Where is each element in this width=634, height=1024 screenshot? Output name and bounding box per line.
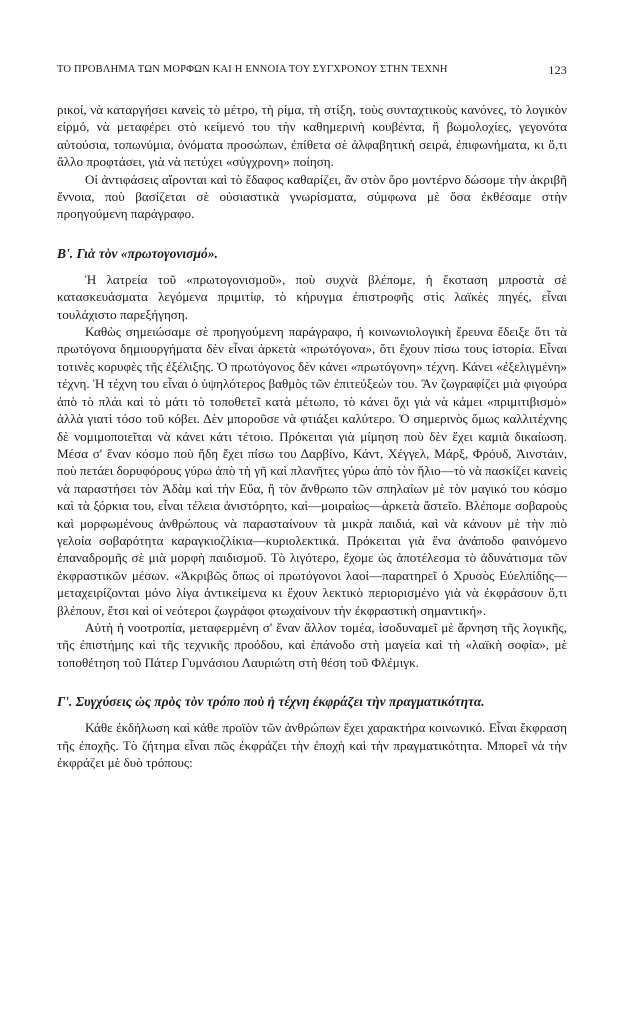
paragraph: Ἡ λατρεία τοῦ «πρωτογονισμοῦ», ποὺ συχνὰ βλέπομε, ἡ ἔκσταση μπροστὰ σὲ κατασκευάσματα λεγόμενα πριμιτίφ, τὸ κήρυγμα ἐπιστροφῆς στὶς λαϊκὲς πηγές, εἶναι τουλάχιστο παρεξήγηση.	[57, 271, 567, 322]
body-text	[57, 101, 567, 771]
book-page	[57, 60, 567, 771]
paragraph: Καθὼς σημειώσαμε σὲ προηγούμενη παράγραφο, ἡ κοινωνιολογικὴ ἔρευνα ἔδειξε ὅτι τὰ πρωτόγονα δημιουργήματα δὲν εἶναι ἀρκετὰ «πρωτόγονα», ὅτι ἔχουν πίσω τους ἱστορία. Εἶναι τοτινὲς κορυφὲς τῆς ἐξέλιξης. Ὁ πρωτόγονος δὲν κάνει «πρωτόγονη» τέχνη. Κάνει «ἐξελιγμένη» τέχνη. Ἡ τέχνη του εἶναι ὁ ὑψηλότερος βαθμὸς τῶν ἐπιτεύξεών του. Ἂν ζωγραφίζει μιὰ φιγούρα ἀπὸ τὸ πλάι καὶ τὸ μάτι τὸ τοποθετεῖ κατὰ μέτωπο, τὸ κάνει ὄχι γιὰ νὰ κάμει «πριμιτιβισμὸ» ἀλλὰ γιατὶ τόσο τοῦ κόβει. Δὲν μποροῦσε νὰ φτιάξει καλύτερο. Ὁ σημερινὸς ὅμως καλλιτέχνης δὲ νομιμοποιεῖται νὰ κάνει κάτι τέτοιο. Πρόκειται γιὰ μίμηση ποὺ δὲν ἔχει καμιὰ δικαίωση. Μέσα σ' ἕναν κόσμο ποὺ ἤδη ἔχει πίσω του Δαρβίνο, Κάντ, Χέγγελ, Μάρξ, Φρόυδ, Ἀινστάιν, ποὺ πετάει δορυφόρους γύρω ἀπὸ τὴ γῆ καὶ πλανῆτες γύρω ἀπὸ τὸν ἥλιο—τὸ νὰ πασκίζει κανεὶς νὰ παραστήσει τὸν Ἀδὰμ καὶ τὴν Εὔα, ἢ τὸν ἄνθρωπο τῶν σπηλαίων μὲ τὸν μαγικό του κόσμο καὶ τὰ ξόρκια του, εἶναι τέλεια ἀνιστόρητο, καὶ—μοιραίως—ἀρκετὰ ἄστεῖο. Βλέπομε σοβαροὺς καὶ μορφωμένους ἀνθρώπους νὰ παρασταίνουν τὰ μικρὰ παιδιά, καὶ νὰ κάνουν μὲ τὴν πιὸ γελοία σοβαρότητα καραγκιοζλίκια—κυριολεκτικά. Πρόκειται γιὰ ἕνα ἀνάποδο φαινόμενο ἐπαναδρομῆς σὲ μιὰ μορφὴ παιδισμοῦ. Τὸ λιγότερο, ἔχομε ὡς ἀποτέλεσμα τὸ ἀδυνάτισμα τῶν ἐκφραστικῶν μέσων. «Ἀκριβῶς ὅπως οἱ πρωτόγονοι λαοί—παρατηρεῖ ὁ Χρυσὸς Εὐελπίδης—μεταχειρίζονται μόνο λίγα ἀντικείμενα κι ἔχουν λεκτικὸ περιορισμένο γιὰ νὰ ἐκφράσουν ὅ,τι βλέπουν, ἔτσι καὶ οἱ νεότεροι ζωγράφοι φτωχαίνουν τὴν ἐκφραστικὴ σημαντική».	[57, 324, 567, 618]
paragraph: Κάθε ἐκδήλωση καὶ κάθε προϊὸν τῶν ἀνθρώπων ἔχει χαρακτήρα κοινωνικό. Εἶναι ἔκφραση τῆς ἐποχῆς. Τὸ ζήτημα εἶναι πῶς ἐκφράζει τὴν ἐποχὴ καὶ τὴν πραγματικότητα. Μπορεῖ νὰ τὴν ἐκφράζει μὲ δυὸ τρόπους:	[57, 720, 567, 770]
running-header	[57, 60, 567, 80]
paragraph: Οἱ ἀντιφάσεις αἴρονται καὶ τὸ ἔδαφος καθαρίζει, ἂν στὸν ὅρο μοντέρνο δώσομε τὴν ἀκριβῆ ἔννοια, ποὺ βασίζεται σὲ οὐσιαστικὰ γνωρίσματα, σύμφωνα μὲ ὅσα ἐκθέσαμε στὴν προηγούμενη παράγραφο.	[57, 171, 567, 222]
running-title: ΤΟ ΠΡΟΒΛΗΜΑ ΤΩΝ ΜΟΡΦΩΝ ΚΑΙ Η ΕΝΝΟΙΑ ΤΟΥ ΣΥΓΧΡΟΝΟΥ ΣΤΗΝ ΤΕΧΝΗ	[57, 64, 448, 75]
paragraph: Αὐτὴ ἡ νοοτροπία, μεταφερμένη σ' ἕναν ἄλλον τομέα, ἰσοδυναμεῖ μὲ ἄρνηση τῆς λογικῆς, τῆς ἐπιστήμης καὶ τῆς τεχνικῆς προόδου, καὶ ἐπάνοδο στὴ μαγεία καὶ τὴ «λαϊκὴ σοφία», μὲ τοποθέτηση τοῦ Πάτερ Γυμνάσιου Λαυριώτη στὴ θέση τοῦ Φλέμιγκ.	[57, 619, 567, 670]
page-number: 123	[548, 63, 567, 77]
section-heading-g: Γ'. Συγχύσεις ὡς πρὸς τὸν τρόπο ποὺ ἡ τέχνη ἐκφράζει τὴν πραγματικότητα.	[57, 694, 485, 710]
section-heading-b: Β'. Γιὰ τὸν «πρωτογονισμό».	[57, 245, 218, 261]
paragraph-continued: ρικοί, νὰ καταργήσει κανεὶς τὸ μέτρο, τὴ ρίμα, τὴ στίξη, τοὺς συνταχτικοὺς κανόνες, τὸ λογικὸν είρμό, νὰ μεταφέρει στὸ κείμενό του τὴν καθημερινὴ κουβέντα, ἢ βωμολοχίες, γεγονότα αὐτούσια, τοπωνύμια, ὀνόματα προσώπων, ἐπίθετα σὲ ἀλφαβητικὴ σειρά, ἐπιφωνήματα, κι ὅ,τι ἄλλο προφτάσει, γιὰ νὰ πετύχει «σύγχρονη» ποίηση.	[57, 102, 567, 170]
